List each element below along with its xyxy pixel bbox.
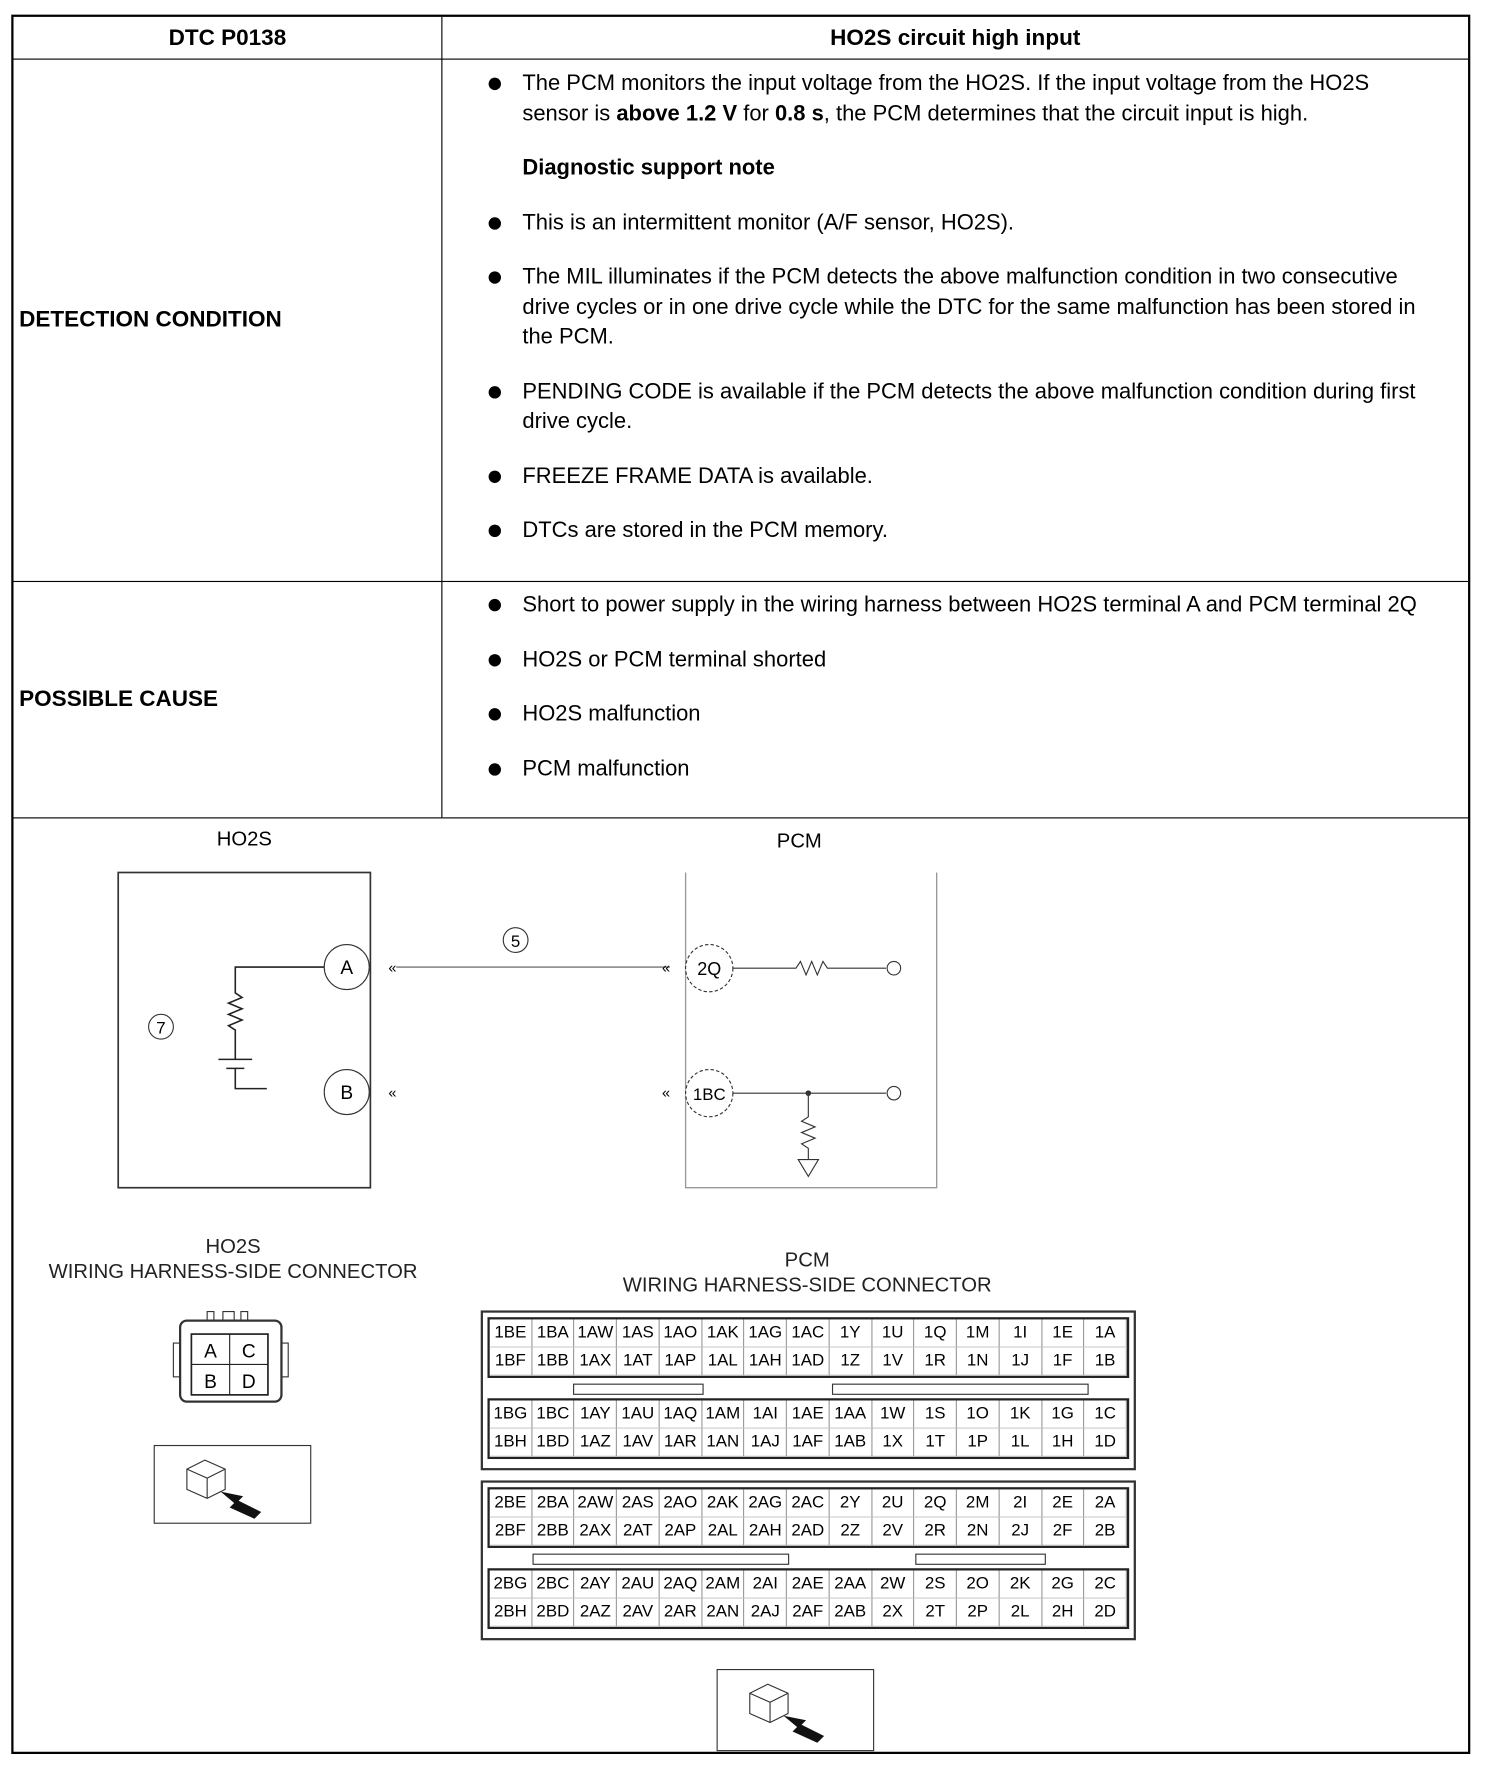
pcm-node <box>887 961 901 975</box>
pin-cell: 2AG <box>745 1489 787 1517</box>
pin-cell: 2Y <box>830 1489 872 1517</box>
pin-cell: 1BB <box>532 1348 574 1376</box>
pin-cell: 1AR <box>660 1429 702 1457</box>
pcm-connector-block-1 <box>481 1310 1136 1470</box>
cause-item <box>486 645 1432 675</box>
pin-cell: 1A <box>1084 1319 1126 1347</box>
connector-view-icon <box>716 1668 876 1751</box>
pin-cell: 1AN <box>702 1429 744 1457</box>
pin-cell: 2M <box>957 1489 999 1517</box>
item-text: Short to power supply in the wiring harness between HO2S terminal A and PCM terminal 2Q <box>522 592 1417 617</box>
pin-cell: 2C <box>1084 1570 1126 1598</box>
item-text: PCM malfunction <box>522 755 690 781</box>
pin-cell: 1AY <box>575 1400 617 1428</box>
pin-cell: 1S <box>915 1400 957 1428</box>
pin-cell: 2I <box>999 1489 1041 1517</box>
pin-cell: 1H <box>1042 1429 1084 1457</box>
pin-cell: 2BD <box>532 1599 574 1627</box>
text-run: 0.8 s <box>774 100 824 126</box>
title-line: WIRING HARNESS-SIDE CONNECTOR <box>622 1273 992 1296</box>
pin-grid <box>487 1568 1129 1629</box>
pin-cell: 2R <box>915 1518 957 1546</box>
text-run: , the PCM determines that the circuit input is high. <box>823 100 1309 126</box>
terminal-label: 1BC <box>692 1084 726 1104</box>
pin-cell: 1AL <box>702 1348 744 1376</box>
pin-cell: 2BE <box>490 1489 532 1517</box>
pin-cell: 1AH <box>745 1348 787 1376</box>
pin-cell: 2S <box>915 1570 957 1598</box>
item-text: FREEZE FRAME DATA is available. <box>522 463 873 489</box>
pin-cell: 1Z <box>830 1348 872 1376</box>
connector-view-icon <box>153 1444 313 1525</box>
pin-cell: 1AQ <box>660 1400 702 1428</box>
detection-item <box>486 69 1432 129</box>
pin-cell: 1X <box>872 1429 914 1457</box>
pin-cell: 1B <box>1084 1348 1126 1376</box>
pin-cell: 2AA <box>830 1570 872 1598</box>
latch-row <box>487 1378 1129 1398</box>
pin-cell: 1AA <box>830 1400 872 1428</box>
pin-cell: 1AU <box>617 1400 659 1428</box>
item-text: The MIL illuminates if the PCM detects the above malfunction condition in two consecutive drive cycles or in one drive cycle while the DTC for the same malfunction has been stored in the PCM. <box>522 264 1416 349</box>
pcm-connector-title <box>531 1247 1083 1297</box>
pin-cell: 1AT <box>617 1348 659 1376</box>
pin-cell: 2BA <box>532 1489 574 1517</box>
pin-cell: 1M <box>957 1319 999 1347</box>
pin-cell: 2AT <box>617 1518 659 1546</box>
pin-cell: 2AW <box>575 1489 617 1517</box>
sensor-element <box>218 967 324 1089</box>
pin-cell: 1Q <box>915 1319 957 1347</box>
pin-cell: 2T <box>915 1599 957 1627</box>
possible-cause-label: POSSIBLE CAUSE <box>19 686 219 712</box>
pin-cell: 1BA <box>532 1319 574 1347</box>
pin-cell: 1AJ <box>745 1429 787 1457</box>
pin-label: B <box>204 1372 217 1394</box>
pin-cell: 2AX <box>575 1518 617 1546</box>
detection-item <box>486 461 1432 491</box>
pin-cell: 2L <box>999 1599 1041 1627</box>
support-note-heading <box>486 153 1432 183</box>
pin-cell: 1AI <box>745 1400 787 1428</box>
pin-cell: 2BB <box>532 1518 574 1546</box>
pin-cell: 2J <box>999 1518 1041 1546</box>
detection-item <box>486 516 1432 546</box>
pin-cell: 1G <box>1042 1400 1084 1428</box>
latch-row <box>487 1548 1129 1568</box>
pin-cell: 2AN <box>702 1599 744 1627</box>
pcm-label: PCM <box>776 830 822 853</box>
pin-cell: 1I <box>999 1319 1041 1347</box>
title-line: HO2S <box>205 1235 261 1258</box>
pin-grid <box>487 1317 1129 1378</box>
pin-cell: 2AU <box>617 1570 659 1598</box>
pin-cell: 1AX <box>575 1348 617 1376</box>
item-text: Diagnostic support note <box>522 155 775 181</box>
pin-cell: 2BH <box>490 1599 532 1627</box>
pin-cell: 1AZ <box>575 1429 617 1457</box>
pin-cell: 1AK <box>702 1319 744 1347</box>
pin-cell: 2AO <box>660 1489 702 1517</box>
pin-cell: 1K <box>999 1400 1041 1428</box>
pin-cell: 2N <box>957 1518 999 1546</box>
pin-cell: 2U <box>872 1489 914 1517</box>
pin-cell: 1AD <box>787 1348 829 1376</box>
text-run: The PCM monitors the input voltage from the HO2S. If the input voltage from the HO2S sensor is <box>522 70 1370 126</box>
pin-cell: 2AD <box>787 1518 829 1546</box>
pin-cell: 1BH <box>490 1429 532 1457</box>
pin-cell: 2AL <box>702 1518 744 1546</box>
pin-cell: 2P <box>957 1599 999 1627</box>
item-text: HO2S malfunction <box>522 701 701 727</box>
pin-label: C <box>241 1341 256 1363</box>
wiring-diagram <box>14 818 1469 1201</box>
pin-cell: 2AE <box>787 1570 829 1598</box>
connector-symbol: « <box>661 960 671 977</box>
pin-cell: 2AJ <box>745 1599 787 1627</box>
pin-cell: 1BG <box>490 1400 532 1428</box>
pin-cell: 1D <box>1084 1429 1126 1457</box>
pin-label: D <box>241 1372 256 1394</box>
pin-cell: 1T <box>915 1429 957 1457</box>
pin-cell: 1AW <box>575 1319 617 1347</box>
detection-item <box>486 377 1432 437</box>
pin-cell: 1V <box>872 1348 914 1376</box>
pin-cell: 2AP <box>660 1518 702 1546</box>
text-run: for <box>737 100 775 126</box>
pin-cell: 1BF <box>490 1348 532 1376</box>
detection-condition-list <box>486 69 1432 571</box>
detection-condition-label: DETECTION CONDITION <box>19 307 282 333</box>
pin-cell: 2D <box>1084 1599 1126 1627</box>
dtc-code: DTC P0138 <box>168 25 287 51</box>
column-divider <box>441 17 442 817</box>
dtc-title: HO2S circuit high input <box>830 25 1081 51</box>
callout-label: 5 <box>510 931 521 951</box>
pin-cell: 1L <box>999 1429 1041 1457</box>
pcm-node <box>887 1086 901 1100</box>
pin-cell: 1O <box>957 1400 999 1428</box>
pin-cell: 2AS <box>617 1489 659 1517</box>
cause-item <box>486 590 1432 620</box>
pin-cell: 2AH <box>745 1518 787 1546</box>
pin-cell: 1J <box>999 1348 1041 1376</box>
pin-cell: 2F <box>1042 1518 1084 1546</box>
pin-cell: 1BD <box>532 1429 574 1457</box>
pin-cell: 2BG <box>490 1570 532 1598</box>
pin-cell: 1C <box>1084 1400 1126 1428</box>
pin-cell: 2AR <box>660 1599 702 1627</box>
callout-label: 7 <box>156 1018 166 1038</box>
pin-cell: 2A <box>1084 1489 1126 1517</box>
pin-cell: 1E <box>1042 1319 1084 1347</box>
junction <box>806 1090 812 1096</box>
terminal-label: 2Q <box>697 958 722 979</box>
pin-cell: 1AV <box>617 1429 659 1457</box>
pin-cell: 2Q <box>915 1489 957 1517</box>
text-run: above 1.2 V <box>616 100 738 126</box>
connector-symbol: « <box>661 1085 671 1102</box>
pin-cell: 2BF <box>490 1518 532 1546</box>
row-divider <box>14 581 1469 582</box>
pin-cell: 2AY <box>575 1570 617 1598</box>
pin-cell: 2AC <box>787 1489 829 1517</box>
pin-cell: 1AB <box>830 1429 872 1457</box>
pin-cell: 1F <box>1042 1348 1084 1376</box>
pin-cell: 2G <box>1042 1570 1084 1598</box>
pin-cell: 1AG <box>745 1319 787 1347</box>
item-text: This is an intermittent monitor (A/F sensor, HO2S). <box>522 209 1015 235</box>
pin-cell: 1AC <box>787 1319 829 1347</box>
item-text: DTCs are stored in the PCM memory. <box>522 517 888 543</box>
possible-cause-list <box>486 590 1432 808</box>
pin-cell: 1W <box>872 1400 914 1428</box>
pin-cell: 2AF <box>787 1599 829 1627</box>
pin-cell: 2AZ <box>575 1599 617 1627</box>
pin-cell: 1AF <box>787 1429 829 1457</box>
pcm-connector-block-2 <box>481 1480 1136 1640</box>
pin-cell: 2W <box>872 1570 914 1598</box>
pin-cell: 1AM <box>702 1400 744 1428</box>
cause-item <box>486 699 1432 729</box>
pin-cell: 2Z <box>830 1518 872 1546</box>
pin-cell: 1BC <box>532 1400 574 1428</box>
pcm-pulldown <box>733 1093 886 1176</box>
pin-cell: 1Y <box>830 1319 872 1347</box>
pin-cell: 1R <box>915 1348 957 1376</box>
pin-cell: 2AM <box>702 1570 744 1598</box>
connector-symbol: « <box>388 1085 397 1102</box>
pin-cell: 2X <box>872 1599 914 1627</box>
ho2s-connector-title <box>19 1234 447 1284</box>
pin-cell: 2AI <box>745 1570 787 1598</box>
ho2s-label: HO2S <box>216 828 272 851</box>
pin-cell: 1AO <box>660 1319 702 1347</box>
pin-cell: 2AQ <box>660 1570 702 1598</box>
pin-cell: 2V <box>872 1518 914 1546</box>
pin-cell: 2AK <box>702 1489 744 1517</box>
pin-cell: 2BC <box>532 1570 574 1598</box>
pin-cell: 1AE <box>787 1400 829 1428</box>
pin-cell: 1AP <box>660 1348 702 1376</box>
terminal-label: A <box>340 957 354 979</box>
pin-cell: 2O <box>957 1570 999 1598</box>
item-text: HO2S or PCM terminal shorted <box>522 646 827 672</box>
terminal-label: B <box>340 1082 354 1104</box>
pin-cell: 1P <box>957 1429 999 1457</box>
title-line: WIRING HARNESS-SIDE CONNECTOR <box>48 1259 418 1283</box>
pin-grid <box>487 1398 1129 1459</box>
pin-grid <box>487 1487 1129 1548</box>
pin-cell: 2E <box>1042 1489 1084 1517</box>
pin-cell: 2H <box>1042 1599 1084 1627</box>
pin-cell: 1N <box>957 1348 999 1376</box>
pin-cell: 1BE <box>490 1319 532 1347</box>
pin-cell: 2K <box>999 1570 1041 1598</box>
item-text: PENDING CODE is available if the PCM detects the above malfunction condition during first drive cycle. <box>522 378 1416 434</box>
ho2s-connector <box>171 1309 295 1410</box>
cause-item <box>486 754 1432 784</box>
pin-label: A <box>204 1341 217 1363</box>
pin-cell: 2AV <box>617 1599 659 1627</box>
title-line: PCM <box>784 1248 830 1272</box>
pin-cell: 2AB <box>830 1599 872 1627</box>
pin-cell: 2B <box>1084 1518 1126 1546</box>
pcm-resistor <box>733 961 886 975</box>
connector-symbol: « <box>388 960 397 977</box>
pin-cell: 1U <box>872 1319 914 1347</box>
detection-item <box>486 262 1432 352</box>
dtc-table <box>11 15 1470 1754</box>
pin-cell: 1AS <box>617 1319 659 1347</box>
detection-item <box>486 208 1432 238</box>
